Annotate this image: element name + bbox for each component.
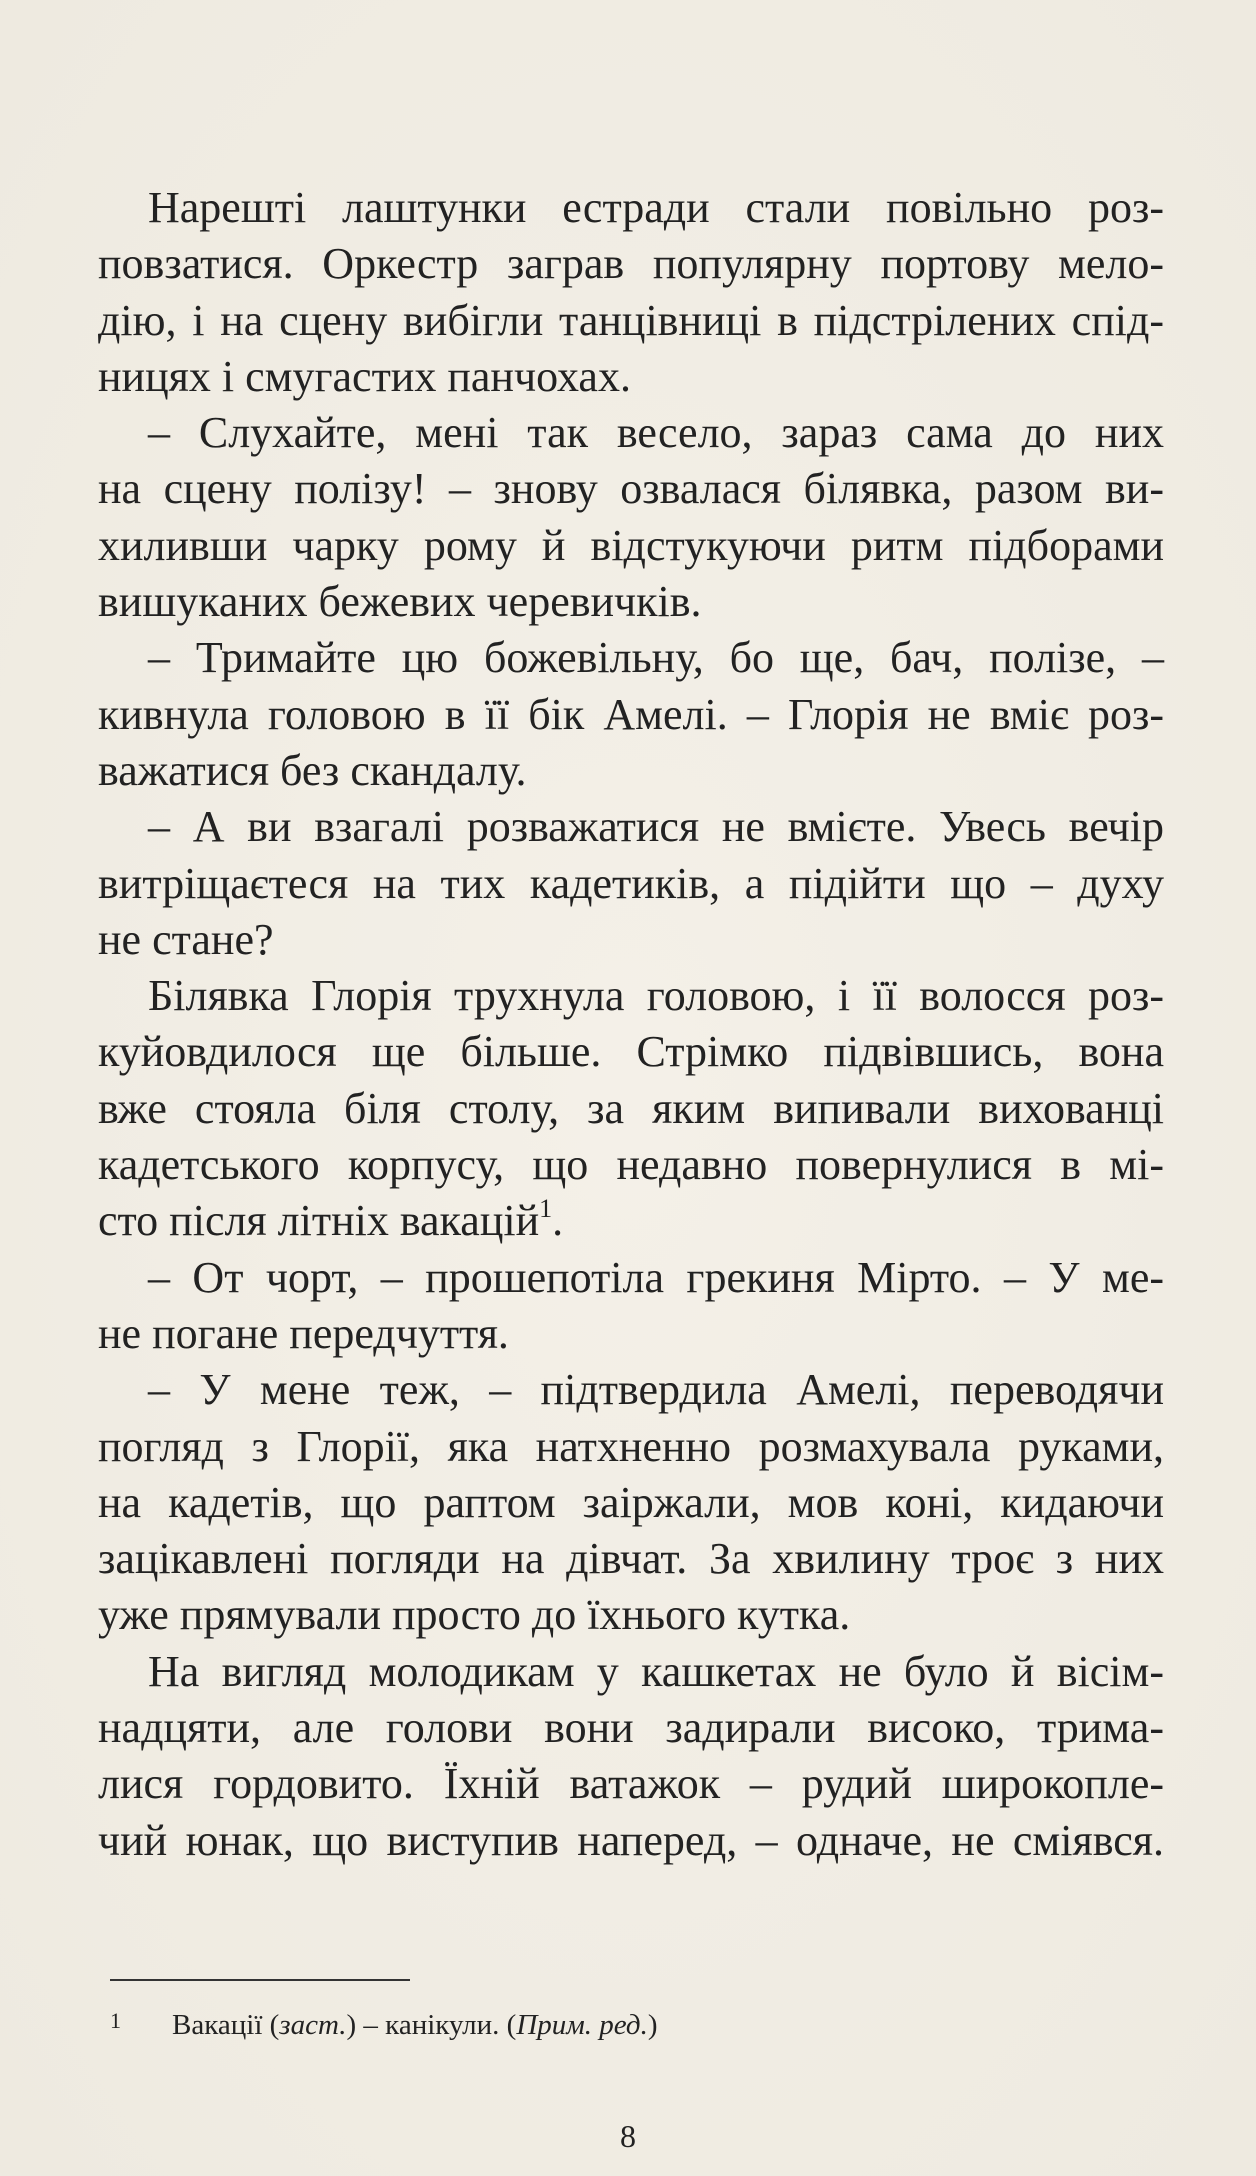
text-line	[98, 968, 1164, 1024]
footnote-abbr: заст.	[279, 2009, 347, 2041]
text-line-content: – А ви взагалі розважатися не вмієте. Увесь вечір	[148, 802, 1164, 852]
text-line	[98, 687, 1164, 743]
text-line	[98, 1587, 1164, 1643]
text-line-content: важатися без скандалу.	[98, 745, 527, 795]
text-line	[98, 1475, 1164, 1531]
text-line	[98, 1756, 1164, 1812]
text-line-content: кивнула головою в її бік Амелі. – Глорія не вміє роз-	[98, 689, 1164, 739]
body-text	[98, 180, 1164, 1869]
text-line	[98, 1813, 1164, 1869]
text-line	[98, 180, 1164, 236]
footnote-end: )	[647, 2009, 658, 2041]
text-line	[98, 743, 1164, 799]
footnote	[110, 2008, 658, 2042]
text-line	[98, 293, 1164, 349]
text-line	[98, 1419, 1164, 1475]
text-line	[98, 1644, 1164, 1700]
text-line	[98, 349, 1164, 405]
text-line-content: не погане передчуття.	[98, 1308, 509, 1358]
text-line-content: витріщаєтеся на тих кадетиків, а підійти що – духу	[98, 858, 1164, 908]
text-line	[98, 574, 1164, 630]
footnote-reference: 1	[539, 1194, 553, 1224]
text-line-content: вишуканих бежевих черевичків.	[98, 577, 702, 627]
footnote-divider	[110, 1979, 410, 1981]
text-line-content: зацікавлені погляди на дівчат. За хвилину троє з них	[98, 1534, 1164, 1584]
text-line	[98, 1137, 1164, 1193]
text-line-content: дію, і на сцену вибігли танцівниці в підстрілених спід-	[98, 295, 1164, 345]
text-line	[98, 1306, 1164, 1362]
text-line-content: куйовдилося ще більше. Стрімко підвівшись, вона	[98, 1027, 1164, 1077]
footnote-definition: ) – канікули. (	[346, 2009, 517, 2041]
text-line-content: чий юнак, що виступив наперед, – одначе, не сміявся.	[98, 1815, 1164, 1865]
footnote-term: Вакації (	[172, 2009, 280, 2041]
text-line-content: – У мене теж, – підтвердила Амелі, переводячи	[148, 1365, 1164, 1415]
text-line-content: погляд з Глорії, яка натхненно розмахувала руками,	[98, 1421, 1164, 1471]
text-line-content: лися гордовито. Їхній ватажок – рудий широкопле-	[98, 1759, 1164, 1809]
footnote-editor-note: Прим. ред.	[516, 2009, 648, 2041]
text-line	[98, 1362, 1164, 1418]
text-line	[98, 1700, 1164, 1756]
text-line	[98, 461, 1164, 517]
text-line-content: – Тримайте цю божевільну, бо ще, бач, полізе, –	[148, 633, 1164, 683]
text-line	[98, 1193, 1164, 1249]
text-line-content: – От чорт, – прошепотіла грекиня Мірто. – У ме-	[148, 1252, 1164, 1302]
text-line-content: уже прямували просто до їхнього кутка.	[98, 1590, 851, 1640]
footnote-number: 1	[110, 2008, 121, 2033]
text-line-content: сто після літніх вакацій	[98, 1196, 540, 1246]
text-line-tail: .	[552, 1196, 564, 1246]
text-line-content: надцяти, але голови вони задирали високо, трима-	[98, 1703, 1164, 1753]
text-line-content: хиливши чарку рому й відстукуючи ритм підборами	[98, 520, 1164, 570]
text-line-content: на кадетів, що раптом заіржали, мов коні, кидаючи	[98, 1477, 1164, 1527]
text-line-content: вже стояла біля столу, за яким випивали вихованці	[98, 1083, 1164, 1133]
text-line-content: повзатися. Оркестр заграв популярну портову мело-	[98, 239, 1164, 289]
text-line	[98, 1024, 1164, 1080]
text-line	[98, 1081, 1164, 1137]
text-line	[98, 856, 1164, 912]
text-line-content: На вигляд молодикам у кашкетах не було й вісім-	[148, 1646, 1164, 1696]
text-line	[98, 1250, 1164, 1306]
text-line	[98, 405, 1164, 461]
text-line-content: не стане?	[98, 914, 274, 964]
page-number: 8	[620, 2118, 636, 2154]
text-line	[98, 799, 1164, 855]
text-line-content: кадетського корпусу, що недавно повернулися в мі-	[98, 1140, 1164, 1190]
text-line	[98, 518, 1164, 574]
text-line-content: – Слухайте, мені так весело, зараз сама до них	[148, 408, 1164, 458]
text-line	[98, 912, 1164, 968]
text-line	[98, 1531, 1164, 1587]
text-line-content: на сцену полізу! – знову озвалася білявка, разом ви-	[98, 464, 1164, 514]
text-line-content: Нарешті лаштунки естради стали повільно роз-	[148, 183, 1164, 232]
text-line	[98, 236, 1164, 292]
text-line	[98, 630, 1164, 686]
text-line-content: Білявка Глорія трухнула головою, і її волосся роз-	[148, 971, 1164, 1021]
text-line-content: ницях і смугастих панчохах.	[98, 351, 631, 401]
